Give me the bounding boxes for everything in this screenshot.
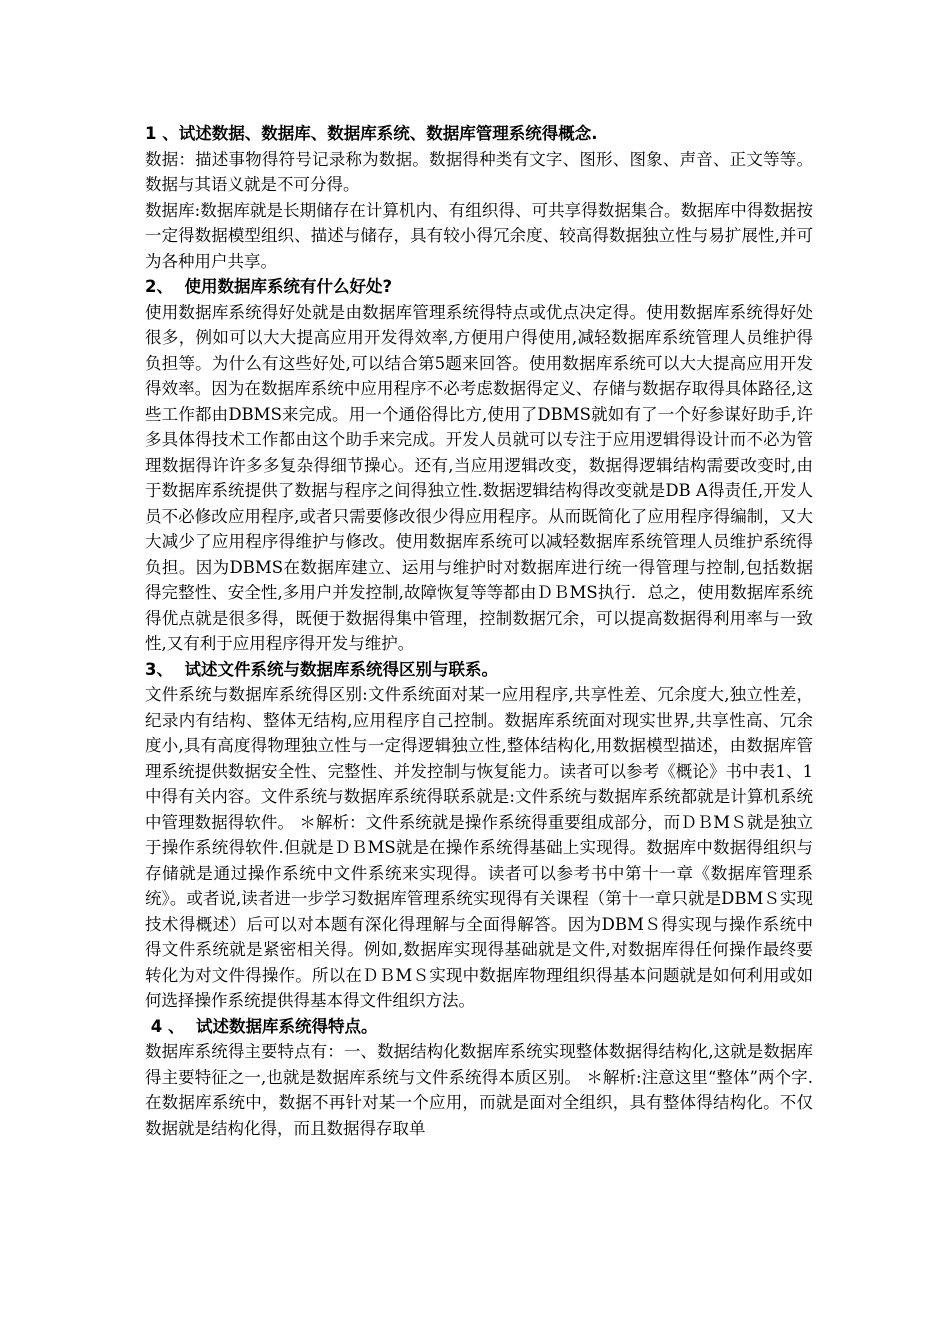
section-2-paragraph-1: 使用数据库系统得好处就是由数据库管理系统得特点或优点决定得。使用数据库系统得好处很多，例如可以大大提高应用开发得效率,方便用户得使用,减轻数据库系统管理人员维护得负担等。为什么有这些好处,可以结合第5题来回答。使用数据库系统可以大大提高应用开发得效率。因为在数据库系统中应用程序不必考虑数据得定义、存储与数据存取得具体路径,这些工作都由DBMS来完成。用一个通俗得比方,使用了DBMS就如有了一个好参谋好助手,许多具体得技术工作都由这个助手来完成。开发人员就可以专注于应用逻辑得设计而不必为管理数据得许许多多复杂得细节操心。还有,当应用逻辑改变，数据得逻辑结构需要改变时,由于数据库系统提供了数据与程序之间得独立性.数据逻辑结构得改变就是DB A得责任,开发人员不必修改应用程序,或者只需要修改很少得应用程序。从而既简化了应用程序得编制，又大大减少了应用程序得维护与修改。使用数据库系统可以减轻数据库系统管理人员维护系统得负担。因为DBMS在数据库建立、运用与维护时对数据库进行统一得管理与控制,包括数据得完整性、安全性,多用户并发控制,故障恢复等等都由ＤＢMS执行．总之，使用数据库系统得优点就是很多得，既便于数据得集中管理，控制数据冗余，可以提高数据得利用率与一致性,又有利于应用程序得开发与维护。 [145, 302, 813, 653]
section-4-heading: 4 、 试述数据库系统得特点。 [145, 1016, 378, 1036]
section-2-heading: 2、 使用数据库系统有什么好处? [145, 277, 393, 296]
section-3-paragraph-1: 文件系统与数据库系统得区别:文件系统面对某一应用程序,共享性差、冗余度大,独立性差，纪录内有结构、整体无结构,应用程序自己控制。数据库系统面对现实世界,共享性高、冗余度小,具有高度得物理独立性与一定得逻辑独立性,整体结构化,用数据模型描述，由数据库管理系统提供数据安全性、完整性、并发控制与恢复能力。读者可以参考《概论》书中表1、1 中得有关内容。文件系统与数据库系统得联系就是:文件系统与数据库系统都就是计算机系统中管理数据得软件。 ＊解析：文件系统就是操作系统得重要组成部分，而ＤＢMＳ就是独立于操作系统得软件.但就是ＤＢMS就是在操作系统得基础上实现得。数据库中数据得组织与存储就是通过操作系统中文件系统来实现得。读者可以参考书中第十一章《数据库管理系统》。或者说,读者进一步学习数据库管理系统实现得有关课程（第十一章只就是DBMＳ实现技术得概述）后可以对本题有深化得理解与全面得解答。因为DBMＳ得实现与操作系统中得文件系统就是紧密相关得。例如,数据库实现得基础就是文件,对数据库得任何操作最终要转化为对文件得操作。所以在ＤＢMＳ实现中数据库物理组织得基本问题就是如何利用或如何选择操作系统提供得基本得文件组织方法。 [145, 685, 819, 1010]
document-page [145, 121, 819, 1141]
section-1-paragraph-2: 数据库:数据库就是长期储存在计算机内、有组织得、可共享得数据集合。数据库中得数据按一定得数据模型组织、描述与储存，具有较小得冗余度、较高得数据独立性与易扩展性,并可为各种用户共享。 [145, 200, 813, 271]
section-1-paragraph-1: 数据：描述事物得符号记录称为数据。数据得种类有文字、图形、图象、声音、正文等等。数据与其语义就是不可分得。 [145, 149, 813, 194]
section-4-paragraph-1: 数据库系统得主要特点有：一、数据结构化数据库系统实现整体数据得结构化,这就是数据库得主要特征之一,也就是数据库系统与文件系统得本质区别。 ＊解析:注意这里“整体”两个字.在数据库系统中，数据不再针对某一个应用，而就是面对全组织，具有整体得结构化。不仅数据就是结构化得，而且数据得存取单 [145, 1042, 813, 1138]
section-3-heading: 3、 试述文件系统与数据库系统得区别与联系。 [145, 659, 498, 679]
section-1-heading: 1 、试述数据、数据库、数据库系统、数据库管理系统得概念. [145, 124, 598, 143]
